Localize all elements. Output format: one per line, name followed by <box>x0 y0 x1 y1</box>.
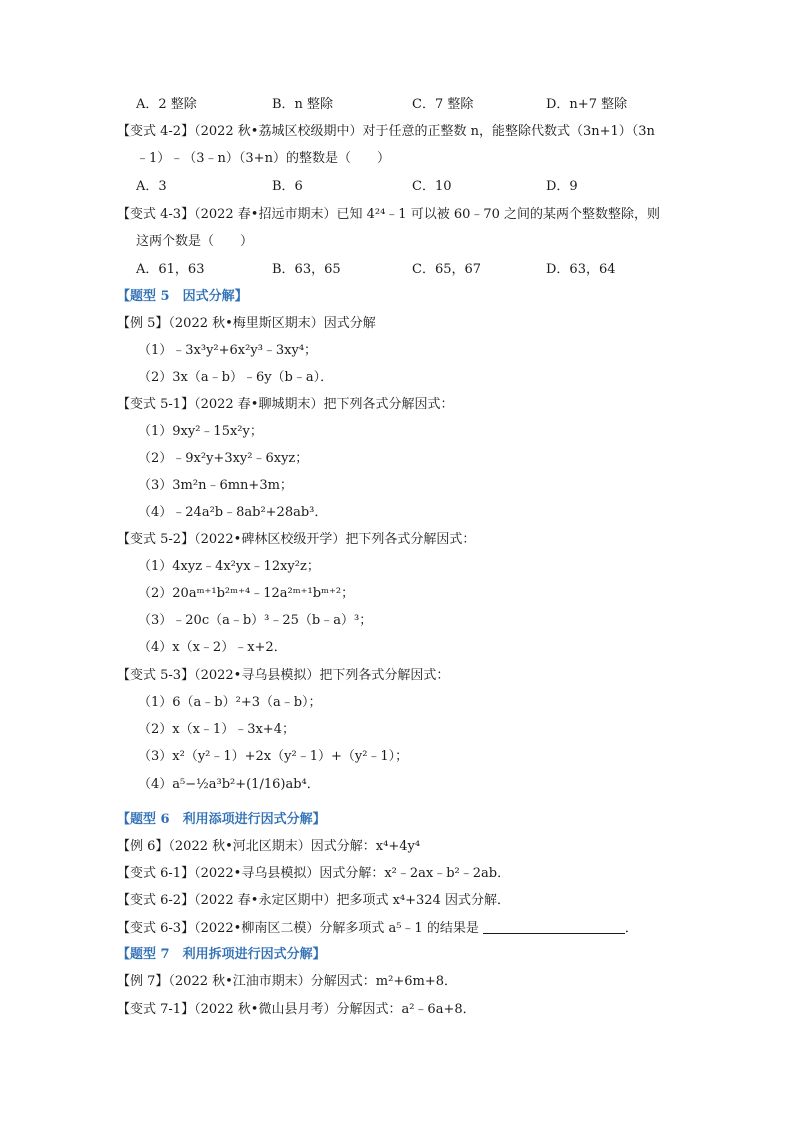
variant-5-2 <box>117 531 475 549</box>
question-text: （2022•柳南区二模）分解多项式 a⁵﹣1 的结果是 <box>194 921 479 936</box>
q4-2-line2: ﹣1）﹣（3﹣n）（3+n）的整数是（ ） <box>136 151 390 166</box>
variant-7-1 <box>117 1001 476 1019</box>
option-d: D．n+7 整除 <box>546 97 628 112</box>
q4-3-line1 <box>117 206 660 224</box>
q4-2-line1 <box>117 123 655 141</box>
question-text: （2022 秋•荔城区校级期中）对于任意的正整数 n，能整除代数式（3n+1）（3n <box>194 124 655 139</box>
option-a: A．3 <box>136 179 167 194</box>
question-label: 【变式 5-3】 <box>117 668 195 683</box>
q4-3-options <box>136 261 736 279</box>
variant-5-2-item-2: （2）20aᵐ⁺¹b²ᵐ⁺⁴﹣12a²ᵐ⁺¹bᵐ⁺²； <box>138 586 355 601</box>
q4-1-options <box>136 96 736 114</box>
question-text: （2022 秋•江油市期末）分解因式：m²+6m+8． <box>168 974 457 989</box>
question-text: （2022•寻乌县模拟）因式分解：x²﹣2ax﹣b²﹣2ab． <box>194 866 511 881</box>
answer-blank[interactable] <box>483 919 625 934</box>
variant-5-3-item-1: （1）6（a﹣b）²+3（a﹣b）； <box>138 695 322 710</box>
question-text: （2022 秋•梅里斯区期末）因式分解 <box>168 316 376 331</box>
question-label: 【变式 7-1】 <box>117 1002 195 1017</box>
question-label: 【变式 4-3】 <box>117 207 195 222</box>
option-d: D．9 <box>546 179 578 194</box>
option-c: C．65，67 <box>412 262 482 277</box>
question-label: 【例 7】 <box>117 974 169 989</box>
example-6 <box>117 838 420 856</box>
variant-5-3-item-2: （2）x（x﹣1）﹣3x+4； <box>138 722 295 737</box>
q4-2-options <box>136 178 736 196</box>
variant-5-2-item-4: （4）x（x﹣2）﹣x+2． <box>138 640 287 655</box>
question-text: （2022 春•永定区期中）把多项式 x⁴+324 因式分解． <box>194 893 510 908</box>
section-7-heading: 【题型 7 利用拆项进行因式分解】 <box>117 947 326 962</box>
variant-5-1-item-2: （2）﹣9x²y+3xy²﹣6xyz； <box>138 451 309 466</box>
option-c: C．10 <box>412 179 452 194</box>
option-b: B．n 整除 <box>272 97 334 112</box>
question-label: 【变式 6-1】 <box>117 866 195 881</box>
q4-3-line2: 这两个数是（ ） <box>136 234 254 249</box>
option-c: C．7 整除 <box>412 97 474 112</box>
variant-5-3-item-3: （3）x²（y²﹣1）+2x（y²﹣1）+（y²﹣1）； <box>138 749 409 764</box>
option-d: D．63，64 <box>546 262 616 277</box>
variant-5-1-item-3: （3）3m²n﹣6mn+3m； <box>138 478 293 493</box>
question-text: （2022•寻乌县模拟）把下列各式分解因式： <box>194 668 450 683</box>
variant-5-2-item-3: （3）﹣20c（a﹣b）³﹣25（b﹣a）³； <box>138 613 373 628</box>
question-text: （2022•碑林区校级开学）把下列各式分解因式： <box>194 532 476 547</box>
option-b: B．63，65 <box>272 262 341 277</box>
variant-5-1-item-1: （1）9xy²﹣15x²y； <box>138 424 263 439</box>
question-label: 【例 6】 <box>117 839 169 854</box>
question-label: 【变式 4-2】 <box>117 124 195 139</box>
option-a: A．2 整除 <box>136 97 197 112</box>
section-5-heading: 【题型 5 因式分解】 <box>117 289 248 304</box>
variant-5-1 <box>117 396 453 414</box>
variant-5-3 <box>117 667 449 685</box>
question-end: ． <box>624 921 638 936</box>
option-b: B．6 <box>272 179 303 194</box>
variant-6-1 <box>117 865 510 883</box>
question-label: 【变式 6-2】 <box>117 893 195 908</box>
option-a: A．61，63 <box>136 262 205 277</box>
question-text: （2022 春•聊城期末）把下列各式分解因式： <box>194 397 454 412</box>
variant-5-1-item-4: （4）﹣24a²b﹣8ab²+28ab³． <box>138 505 328 520</box>
example-7 <box>117 973 457 991</box>
question-label: 【例 5】 <box>117 316 169 331</box>
variant-5-2-item-1: （1）4xyz﹣4x²yx﹣12xy²z； <box>138 559 320 574</box>
variant-6-2 <box>117 892 510 910</box>
variant-5-3-item-4: （4）a⁵−½a³b²+(1/16)ab⁴． <box>138 777 320 792</box>
example-5-item-1: （1）﹣3x³y²+6x²y³﹣3xy⁴； <box>138 343 318 358</box>
section-6-heading: 【题型 6 利用添项进行因式分解】 <box>117 812 326 827</box>
example-5-item-2: （2）3x（a﹣b）﹣6y（b﹣a）． <box>138 370 334 385</box>
question-label: 【变式 6-3】 <box>117 921 195 936</box>
question-label: 【变式 5-2】 <box>117 532 195 547</box>
example-5 <box>117 315 376 333</box>
question-text: （2022 秋•微山县月考）分解因式：a²﹣6a+8． <box>194 1002 476 1017</box>
variant-6-3 <box>117 919 638 938</box>
question-text: （2022 春•招远市期末）已知 4²⁴﹣1 可以被 60﹣70 之间的某两个整数整除，则 <box>194 207 661 222</box>
question-label: 【变式 5-1】 <box>117 397 195 412</box>
question-text: （2022 秋•河北区期末）因式分解：x⁴+4y⁴ <box>168 839 421 854</box>
